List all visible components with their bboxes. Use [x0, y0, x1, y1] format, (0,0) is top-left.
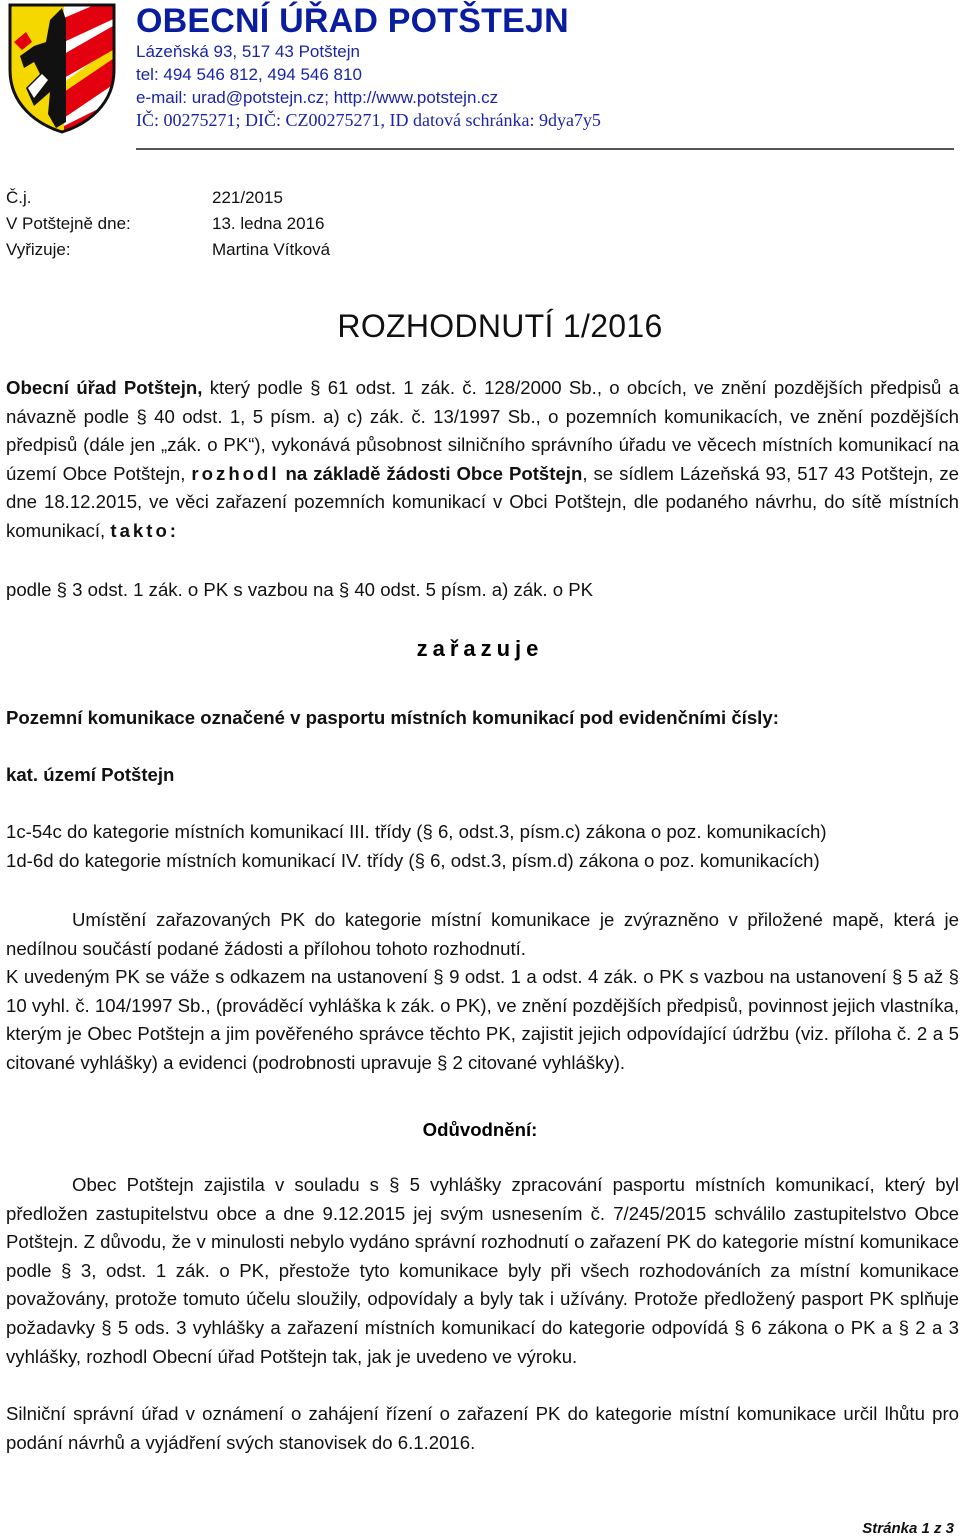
verdict-heading: zařazuje: [416, 636, 544, 661]
office-phone: tel: 494 546 812, 494 546 810: [136, 65, 362, 84]
municipal-crest-logo: [4, 2, 120, 134]
reference-label: Č.j.: [6, 188, 32, 207]
reference-value: 221/2015: [212, 188, 283, 207]
office-address: Lázeňská 93, 517 43 Potštejn: [136, 42, 360, 61]
handler-label: Vyřizuje:: [6, 240, 71, 259]
road-item-2: 1d-6d do kategorie místních komunikací IV. třídy (§ 6, odst.3, písm.d) zákona o poz. komunikacích): [6, 850, 820, 871]
roads-heading: Pozemní komunikace označené v pasportu místních komunikací pod evidenčními čísly:: [6, 707, 779, 728]
intro-decided: rozhodl: [191, 462, 280, 484]
office-ids: IČ: 00275271; DIČ: CZ00275271, ID datová schránka: 9dya7y5: [136, 110, 601, 130]
reasoning-paragraph: Obec Potštejn zajistila v souladu s § 5 vyhlášky zpracování pasportu místních komunikací, který byl předložen zastupitelstvu obce a dne 9.12.2015 jej svým usnesením č. 7/245/2015 schválilo zastupitelstvo Obce Potštejn. Z důvodu, že v minulosti nebylo vydáno správní rozhodnutí o zařazení PK do kategorie místní komunikace podle § 3, odst. 1 zák. o PK, přestože tyto komunikace byly při všech rozhodováních za místní komunikace považovány, protože tomuto účelu sloužily, odpovídaly a byly tak i užívány. Protože předložený pasport PK splňuje požadavky § 5 ods. 3 vyhlášky a zařazení místních komunikací do kategorie odpovídá § 6 zákona o PK a § 2 a 3 vyhlášky, rozhodl Obecní úřad Potštejn tak, jak je uvedeno ve výroku.: [6, 1174, 959, 1367]
map-paragraph: Umístění zařazovaných PK do kategorie místní komunikace je zvýrazněno v přiložené mapě, která je nedílnou součástí podané žádosti a přílohou tohoto rozhodnutí.: [6, 909, 959, 959]
date-label: V Potštejně dne:: [6, 214, 131, 233]
legal-basis: podle § 3 odst. 1 zák. o PK s vazbou na § 40 odst. 5 písm. a) zák. o PK: [6, 579, 594, 600]
header-divider: [136, 148, 954, 150]
intro-text: který podle § 61 odst. 1 zák. č. 128/2000 Sb., o obcích, ve znění pozdějších předpisů a návazně podle § 40 odst. 1, 5 písm. a) c) zák. č. 13/1997 Sb., o pozemních komunikacích, ve znění pozdějších předpisů (dále jen „zák. o PK“), vykonává působnost silničního správního úřadu ve věcech místních komunikací na území Obce Potštejn,: [6, 377, 959, 484]
cadastre-heading: kat. území Potštejn: [6, 764, 175, 785]
intro-text-2: , se sídlem Lázeňská 93, 517 43 Potštejn, ze dne 18.12.2015, ve věci zařazení pozemních komunikací v Obci Potštejn, dle podaného návrhu, do sítě místních komunikací,: [6, 462, 959, 541]
reasoning-heading: Odůvodnění:: [422, 1119, 538, 1140]
date-value: 13. ledna 2016: [212, 214, 325, 233]
road-item-1: 1c-54c do kategorie místních komunikací III. třídy (§ 6, odst.3, písm.c) zákona o poz. komunikacích): [6, 821, 827, 842]
document-title: ROZHODNUTÍ 1/2016: [337, 308, 663, 344]
page-number: Stránka 1 z 3: [862, 1520, 954, 1537]
office-contact: e-mail: urad@potstejn.cz; http://www.potstejn.cz: [136, 88, 499, 107]
office-name: OBECNÍ ÚŘAD POTŠTEJN: [136, 2, 569, 40]
deadline-paragraph: Silniční správní úřad v oznámení o zahájení řízení o zařazení PK do kategorie místní komunikace určil lhůtu pro podání návrhů a vyjádření svých stanovisek do 6.1.2016.: [6, 1403, 959, 1453]
handler-value: Martina Vítková: [212, 240, 331, 259]
maintenance-paragraph: K uvedeným PK se váže s odkazem na ustanovení § 9 odst. 1 a odst. 4 zák. o PK s vazbou na ustanovení § 5 až § 10 vyhl. č. 104/1997 Sb., (prováděcí vyhláška k zák. o PK), ve znění pozdějších předpisů, povinnost jejich vlastníka, kterým je Obec Potštejn a jim pověřeného správce těchto PK, zajistit jejich odpovídající údržbu (viz. příloha č. 2 a 5 citované vyhlášky) a evidenci (podrobnosti upravuje § 2 citované vyhlášky).: [6, 966, 959, 1073]
intro-paragraph: [6, 374, 959, 546]
intro-office: Obecní úřad Potštejn,: [6, 377, 203, 398]
intro-application: na základě žádosti Obce Potštejn: [279, 462, 583, 484]
intro-thus: takto:: [110, 519, 179, 541]
